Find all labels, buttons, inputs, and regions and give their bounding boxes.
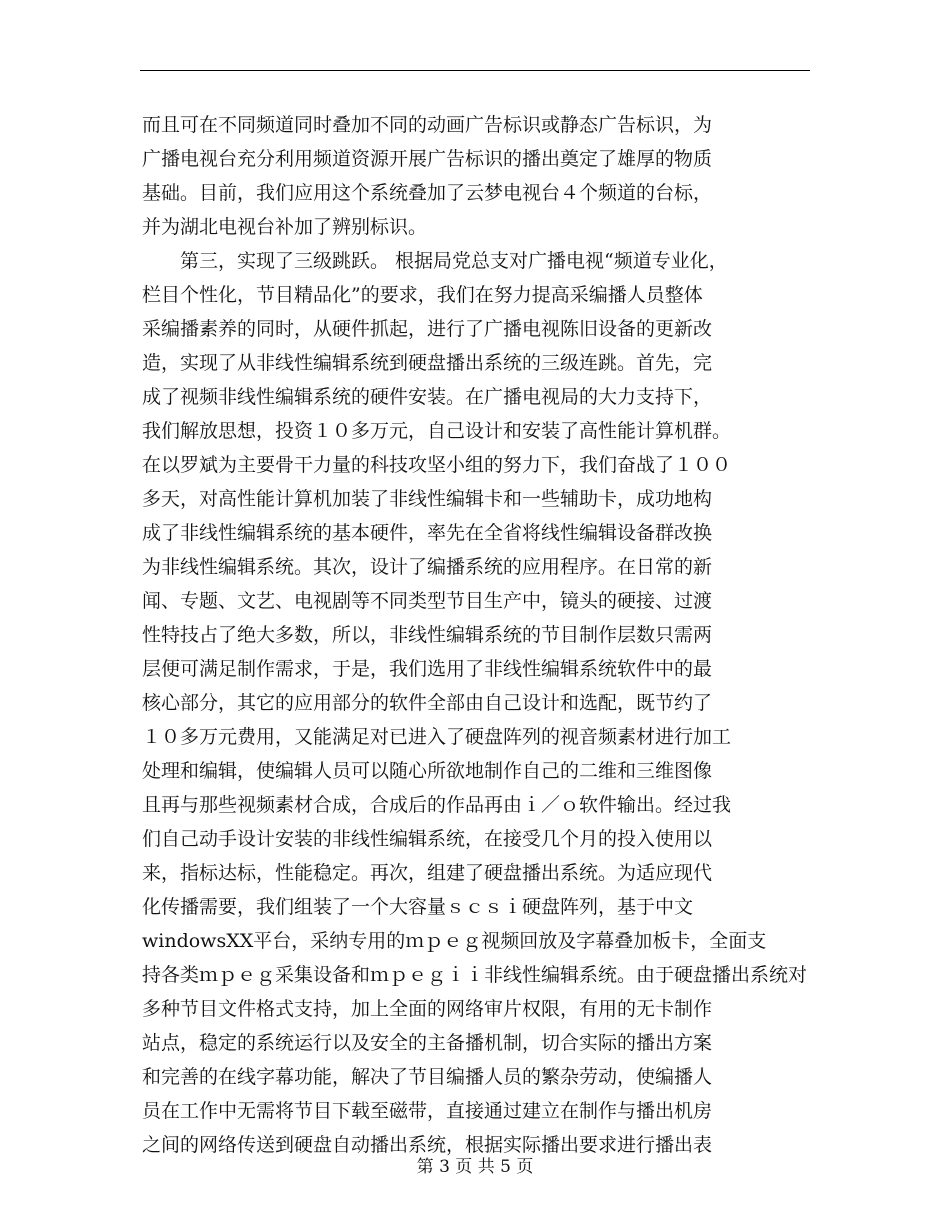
document-body xyxy=(142,108,822,1162)
text-line: 之间的网络传送到硬盘自动播出系统，根据实际播出要求进行播出表 xyxy=(142,1134,713,1156)
text-line: １０多万元费用，又能满足对已进入了硬盘阵列的视音频素材进行加工 xyxy=(142,726,732,748)
text-line: 且再与那些视频素材合成，合成后的作品再由ｉ／ｏ软件输出。经过我 xyxy=(142,794,732,816)
text-line: 性特技占了绝大多数，所以，非线性编辑系统的节目制作层数只需两 xyxy=(142,624,713,646)
text-line: 闻、专题、文艺、电视剧等不同类型节目生产中，镜头的硬接、过渡 xyxy=(142,590,713,612)
text-line: 处理和编辑，使编辑人员可以随心所欲地制作自己的二维和三维图像 xyxy=(142,760,713,782)
text-line: 化传播需要，我们组装了一个大容量ｓｃｓｉ硬盘阵列，基于中文 xyxy=(142,896,694,918)
text-line: 员在工作中无需将节目下载至磁带，直接通过建立在制作与播出机房 xyxy=(142,1100,713,1122)
text-line: 为非线性编辑系统。其次，设计了编播系统的应用程序。在日常的新 xyxy=(142,556,713,578)
text-line: 广播电视台充分利用频道资源开展广告标识的播出奠定了雄厚的物质 xyxy=(142,148,713,170)
text-line: 并为湖北电视台补加了辨别标识。 xyxy=(142,216,428,238)
text-line: 站点，稳定的系统运行以及安全的主备播机制，切合实际的播出方案 xyxy=(142,1032,713,1054)
text-line: 成了非线性编辑系统的基本硬件，率先在全省将线性编辑设备群改换 xyxy=(142,522,713,544)
text-line: 第三，实现了三级跳跃。 根据局党总支对广播电视“频道专业化， xyxy=(142,250,728,272)
page-footer: 第 3 页 共 5 页 xyxy=(416,1157,534,1177)
text-line: 采编播素养的同时，从硬件抓起，进行了广播电视陈旧设备的更新改 xyxy=(142,318,713,340)
text-line: 在以罗斌为主要骨干力量的科技攻坚小组的努力下，我们奋战了１００ xyxy=(142,454,732,476)
text-line: 和完善的在线字幕功能，解决了节目编播人员的繁杂劳动，使编播人 xyxy=(142,1066,713,1088)
text-line: 核心部分，其它的应用部分的软件全部由自己设计和选配，既节约了 xyxy=(142,692,713,714)
text-line: 们自己动手设计安装的非线性编辑系统，在接受几个月的投入使用以 xyxy=(142,828,713,850)
text-line: 而且可在不同频道同时叠加不同的动画广告标识或静态广告标识，为 xyxy=(142,114,713,136)
text-line: 多天，对高性能计算机加装了非线性编辑卡和一些辅助卡，成功地构 xyxy=(142,488,713,510)
text-line: 成了视频非线性编辑系统的硬件安装。在广播电视局的大力支持下， xyxy=(142,386,713,408)
text-line: 栏目个性化，节目精品化”的要求，我们在努力提高采编播人员整体 xyxy=(142,284,703,306)
text-line: windowsXX平台，采纳专用的ｍｐｅｇ视频回放及字幕叠加板卡，全面支 xyxy=(142,930,767,952)
text-line: 持各类ｍｐｅｇ采集设备和ｍｐｅｇｉｉ非线性编辑系统。由于硬盘播出系统对 xyxy=(142,964,808,986)
text-line: 来，指标达标，性能稳定。再次，组建了硬盘播出系统。为适应现代 xyxy=(142,862,713,884)
text-line: 多种节目文件格式支持，加上全面的网络审片权限，有用的无卡制作 xyxy=(142,998,713,1020)
text-line: 造，实现了从非线性编辑系统到硬盘播出系统的三级连跳。首先，完 xyxy=(142,352,713,374)
text-line: 基础。目前，我们应用这个系统叠加了云梦电视台４个频道的台标， xyxy=(142,182,713,204)
text-line: 我们解放思想，投资１０多万元，自己设计和安装了高性能计算机群。 xyxy=(142,420,732,442)
header-rule xyxy=(140,70,810,71)
text-line: 层便可满足制作需求，于是，我们选用了非线性编辑系统软件中的最 xyxy=(142,658,713,680)
